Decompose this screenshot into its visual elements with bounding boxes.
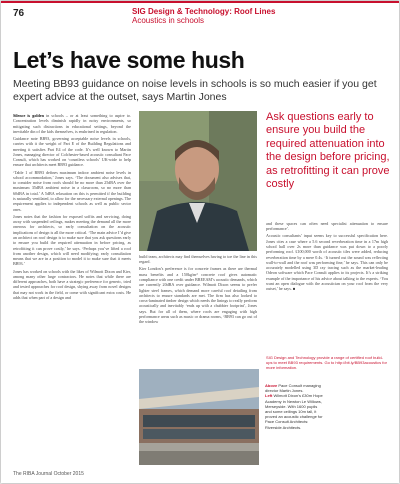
- magazine-page: [1, 1, 399, 483]
- photo-captions: [265, 383, 325, 430]
- pull-quote: Ask questions early to ensure you build the required attenuation into the design before pricing, as retrofitting it can prove costly: [266, 111, 390, 191]
- paragraph: and these spaces can often need specialist attenuation to ensure performance’.: [266, 221, 388, 232]
- caption-left: [265, 393, 325, 429]
- article-column-3: [266, 221, 388, 353]
- section-header: [132, 7, 275, 25]
- caption-above: [265, 383, 325, 393]
- paragraph-text: in schools – or at least something to aspire to. Concentration levels diminish rapidly in noisy environments, so mitigating such distractions in educational settings, beyond the inevitable din of the kids themselves, is enshrined in regulation.: [13, 113, 131, 134]
- header-rule: [1, 1, 399, 3]
- paragraph: Kier London’s preference is for concrete frames as there are thermal mass benefits and a 150kg/m² concrete roof gives automatic compliance with one credit under BREEAM’s acoustic demands, which are currently 20dBA over guidance. Wilmott Dixon seems to prefer lighter steel frames, which demand more careful roof detailing from architects to ensure standards are met. The firm has also looked to cross-laminated timber design which needs the linings to really perform acoustically and inevitably ‘ends up with a chubbier footprint’, Jones says. But for all of them, where roofs are engaging with high performance areas such as music or drama rooms, ‘BB93 can go out of the window: [139, 266, 257, 325]
- caption-key: Left: [265, 393, 273, 399]
- caption-text: Wilmott Dixon’s £30m Hope Academy in Newton Le Willows, Merseyside. With 1600 pupils and some ceilings 10m tall, it proved an acoustic challenge for Pace Consult Architects: Riverside Architects.: [265, 393, 323, 430]
- portrait-image: [139, 111, 257, 251]
- caption-text: Pace Consult managing director Martin Jones.: [265, 383, 321, 394]
- article-column-2: [139, 254, 257, 366]
- sig-credit-note: SIG Design and Technology provide a range of certified roof build-ups to meet BB93 requirements. Go to http://bit.ly/BB93acoustics for more information.: [266, 355, 387, 371]
- paragraph: Acoustic consultants’ input seems key to successful specification here. Jones cites a case where a 5.6 second reverberation time in a 17m high school hall over 2s more than guidance was put down to a poorly performing roof. £100,000 worth of acoustic tiles were added, reducing reverberation time by a mere 0.4s. ‘It turned out the sound was reflecting wall-to-wall and the roof was performing fine,’ he says. This can only be accurately modelled using 3D ray tracing such as the market-leading Odeon software which Pace Consult applies to its projects. It’s a striking example of the importance of his advice about talking to the experts. ‘You want an open dialogue with the acoustician on your roof from the very outset,’ he says. ■: [266, 233, 388, 292]
- article-column-1: [13, 113, 131, 468]
- paragraph: Jones notes that the fashion for exposed soffits and servicing, doing away with suspended ceilings, makes meeting the demand all the more onerous for architects, so early consultation on the acoustic implications of design is all the more critical. ‘The main advice I’d give an architect on roof design is to make sure that you ask questions early to ensure you build the required attenuation in before pricing, as retrofitting it can prove costly,’ he says. ‘Perhaps you’ve lifted a roof from another design, which will need modifying; early consultation means that we are in a position to model it to make sure that it meets BB93.’: [13, 213, 131, 267]
- paragraph: ‘Table 1 of BB93 defines maximum indoor ambient noise levels in school accommodation,’ Jones says. ‘The document also advises that, to consider noise from roofs should be no more than 25dBA over the maximum 35dBA ambient noise in a classroom, so no more than 60dBA in total.’ A 5dBA relaxation on this is permitted if the building is naturally ventilated, to allow for the necessary external openings. The requirement applies to independent schools as well as public sector ones.: [13, 169, 131, 212]
- building-photo: [139, 369, 259, 465]
- section-title: SIG Design & Technology: Roof Lines: [132, 7, 276, 16]
- paragraph: Guidance note BB93, governing acceptable noise levels in schools, carries with it the weight of Part E of the Building Regulations and meeting it satisfies Part E4 of the code. It’s well known to Martin Jones, managing director of Colchester-based acoustic consultant Pace Consult, which has worked on ‘countless schools’ UK-wide to help ensure that architects meet BB93 guidance.: [13, 135, 131, 168]
- paragraph: build team, architects may find themselves having to toe the line in this regard.: [139, 254, 257, 265]
- paragraph: [13, 113, 131, 134]
- building-image: [139, 369, 259, 465]
- lead-in: Silence is golden: [13, 113, 44, 118]
- page-number: 76: [13, 8, 25, 19]
- portrait-photo: [139, 111, 257, 251]
- caption-key: Above: [265, 383, 278, 388]
- paragraph: Jones has worked on schools with the likes of Wilmott Dixon and Kier, among many other large contractors. He notes that while there are different approaches, both have a strategic preference for generic, tried and tested approaches for roof design, shying away from novel designs that may not work in the field, or come with significant extra costs. He adds that when part of a design and: [13, 268, 131, 300]
- page-footer: The RIBA Journal October 2015: [13, 471, 84, 477]
- article-standfirst: Meeting BB93 guidance on noise levels in schools is so much easier if you get expert advice at the outset, says Martin Jones: [13, 78, 377, 103]
- article-headline: Let’s have some hush: [13, 47, 245, 73]
- section-subtitle: Acoustics in schools: [132, 16, 205, 25]
